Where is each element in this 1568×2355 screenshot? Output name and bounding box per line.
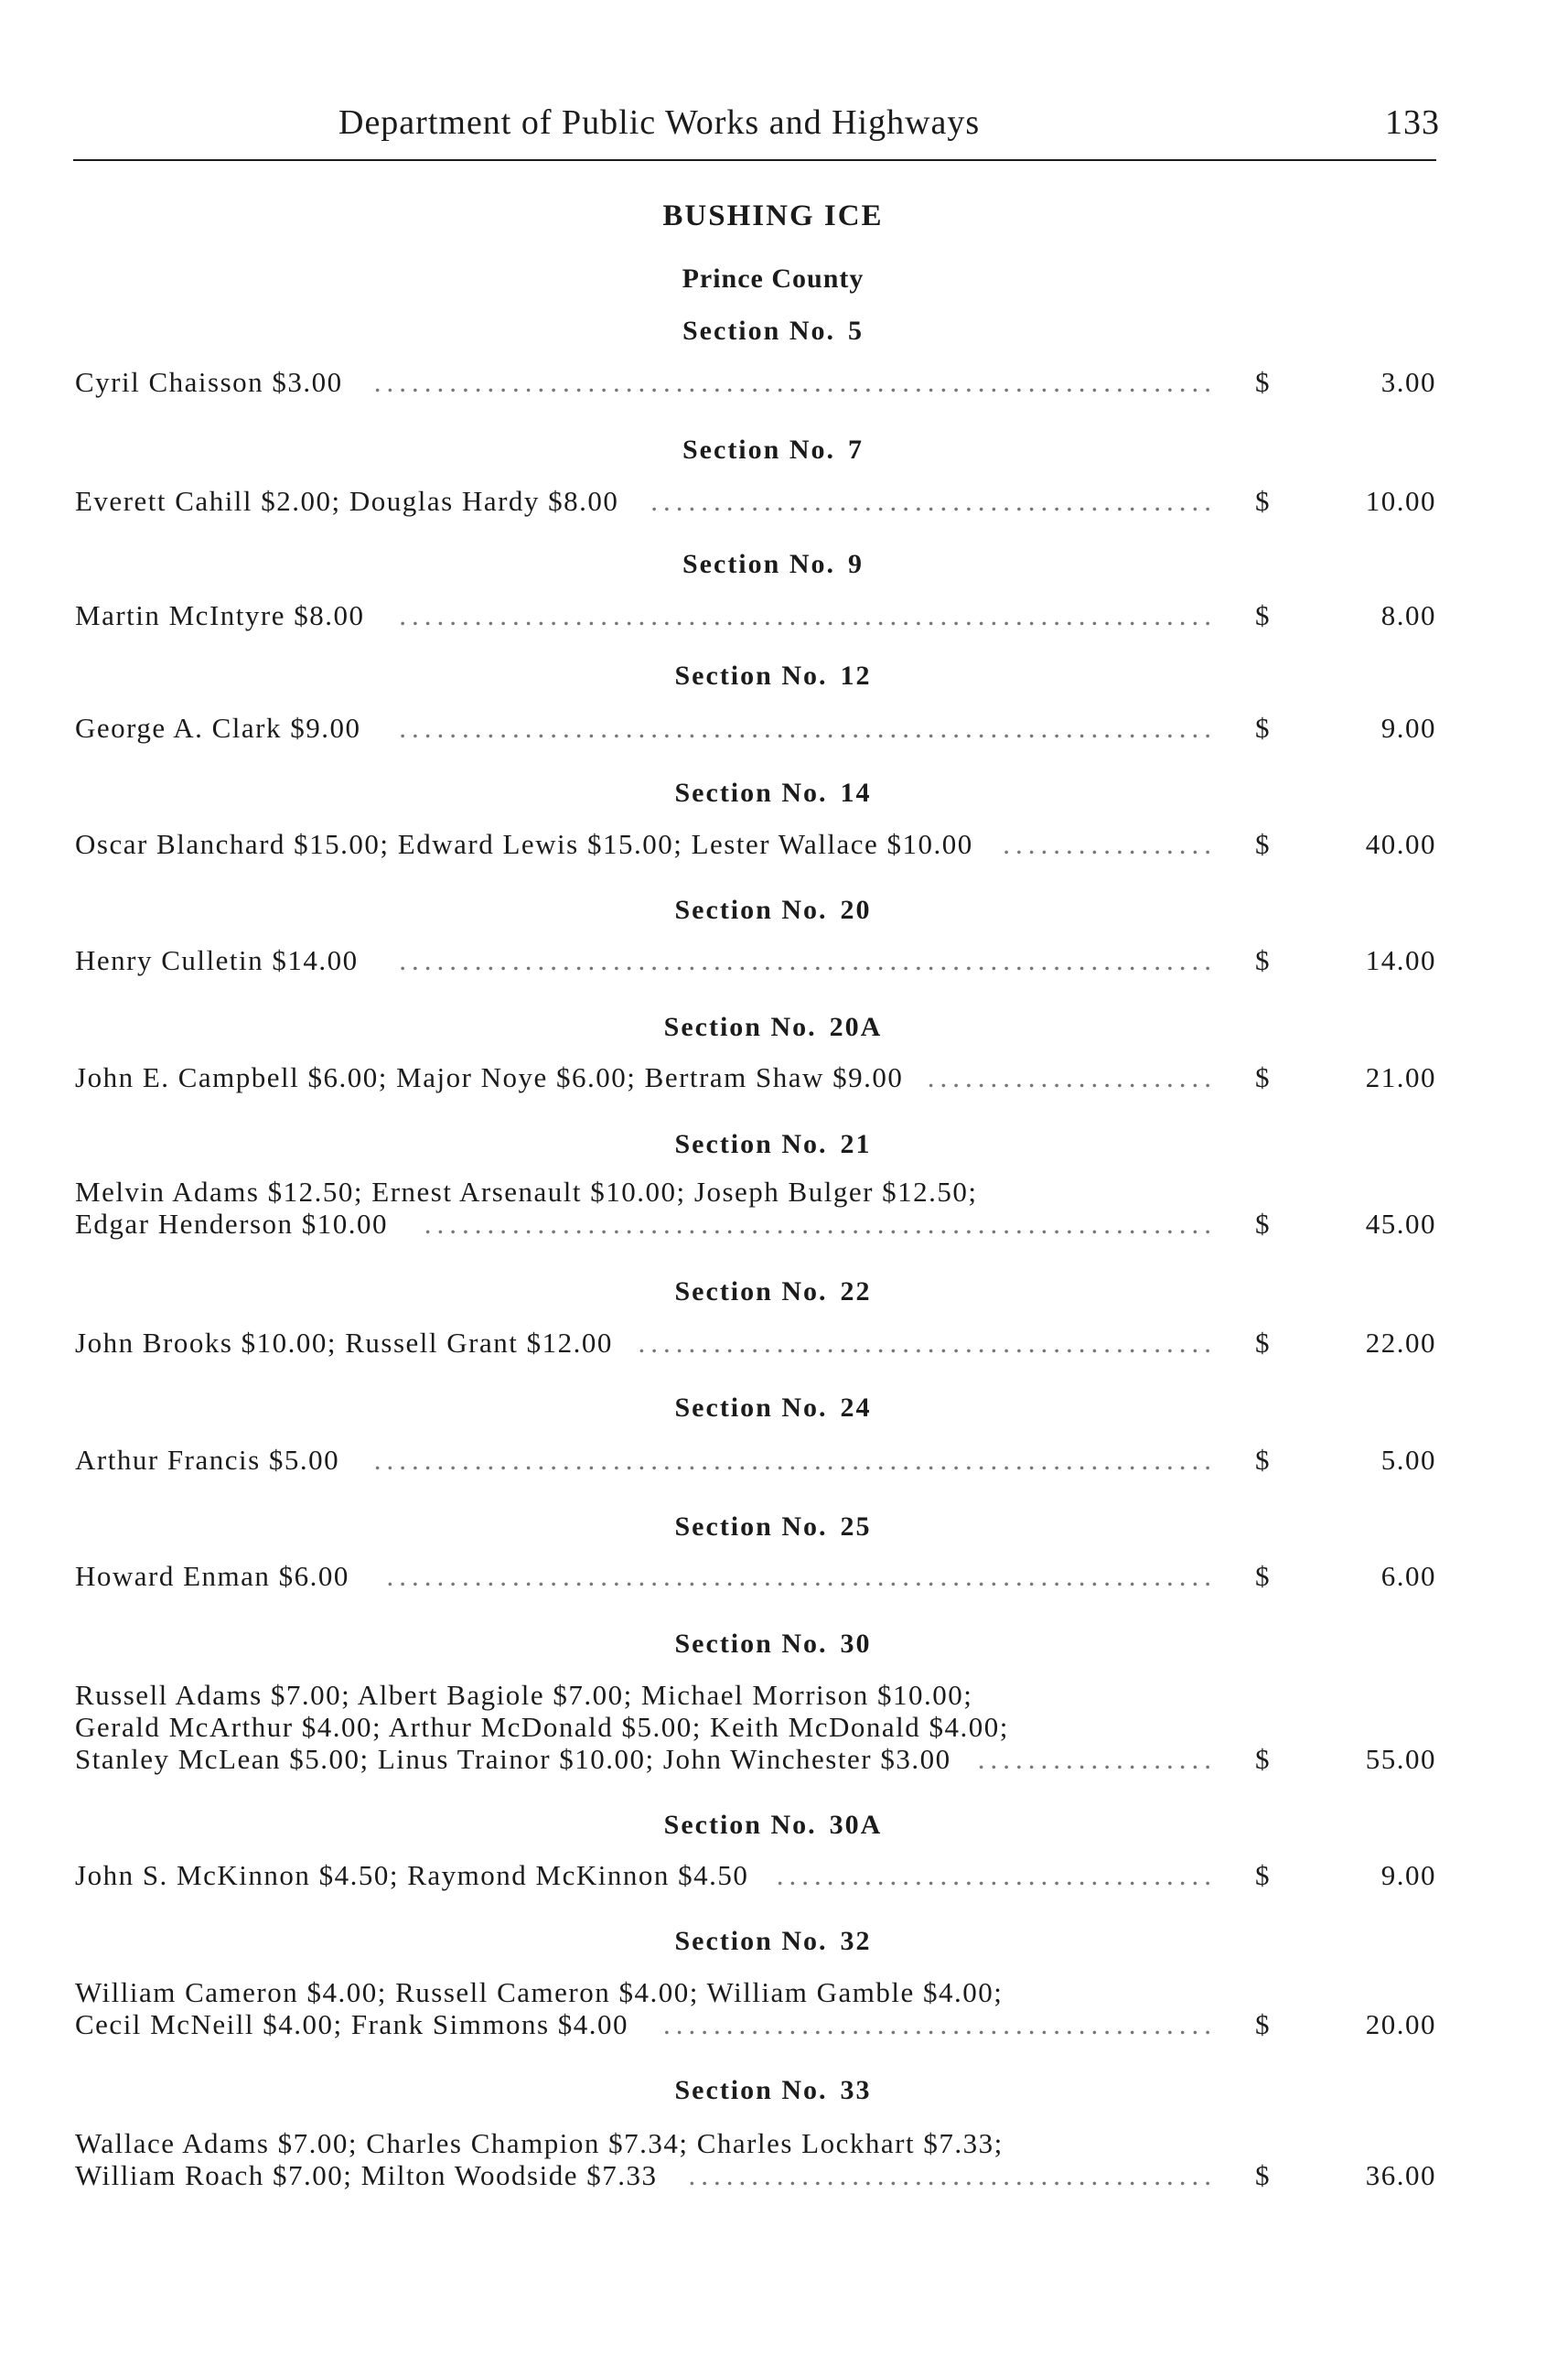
section-number: 30A (829, 1810, 883, 1840)
section-number: 22 (840, 1276, 872, 1307)
leader-dots: ................................................................. (399, 944, 1217, 976)
entry-text: Henry Culletin $14.00 (75, 944, 359, 976)
currency-symbol: $ (1255, 1061, 1271, 1093)
currency-symbol: $ (1255, 1444, 1271, 1476)
section-label: Section No. (682, 316, 835, 346)
entry-line (75, 1743, 1436, 1780)
section-number: 5 (848, 316, 864, 346)
currency-symbol: $ (1255, 599, 1271, 631)
entry-text: Gerald McArthur $4.00; Arthur McDonald $5.00; Keith McDonald $4.00; (75, 1711, 1009, 1743)
section-label: Section No. (674, 1511, 828, 1542)
leader-dots: ................................................................. (399, 599, 1217, 631)
section-label: Section No. (674, 1629, 828, 1659)
section-number: 25 (840, 1511, 872, 1542)
leader-dots: ............................................................... (424, 1208, 1217, 1240)
section-label: Section No. (663, 1012, 817, 1042)
entry-text: Cecil McNeill $4.00; Frank Simmons $4.00 (75, 2008, 629, 2040)
section-heading (0, 1511, 1546, 1543)
section-heading (0, 778, 1546, 809)
entry-text: Arthur Francis $5.00 (75, 1444, 340, 1476)
entry-line (75, 1859, 1436, 1896)
section-label: Section No. (674, 661, 828, 691)
section-total: 22.00 (1365, 1327, 1436, 1359)
entry-text: John Brooks $10.00; Russell Grant $12.00 (75, 1327, 613, 1359)
currency-symbol: $ (1255, 1327, 1271, 1359)
entry-text: George A. Clark $9.00 (75, 712, 361, 744)
entry-text: Edgar Henderson $10.00 (75, 1208, 389, 1240)
entry-line (75, 1976, 1436, 2013)
header-rule (73, 159, 1436, 161)
section-total: 9.00 (1380, 1859, 1436, 1891)
section-number: 21 (840, 1129, 872, 1159)
section-heading (0, 435, 1546, 466)
currency-symbol: $ (1255, 1859, 1271, 1891)
section-total: 8.00 (1380, 599, 1436, 631)
entry-line (75, 1208, 1436, 1244)
section-label: Section No. (674, 1926, 828, 1956)
leader-dots: ................................... (776, 1859, 1217, 1891)
section-number: 32 (840, 1926, 872, 1956)
leader-dots: ............................................. (650, 485, 1217, 517)
entry-text: John S. McKinnon $4.50; Raymond McKinnon $4.50 (75, 1859, 749, 1891)
section-total: 6.00 (1380, 1560, 1436, 1592)
entry-text: William Cameron $4.00; Russell Cameron $4.00; William Gamble $4.00; (75, 1976, 1004, 2008)
entry-text: John E. Campbell $6.00; Major Noye $6.00; Bertram Shaw $9.00 (75, 1061, 904, 1093)
leader-dots: .......................................... (688, 2159, 1217, 2191)
entry-text: Stanley McLean $5.00; Linus Trainor $10.00; John Winchester $3.00 (75, 1743, 951, 1775)
section-heading (0, 1629, 1546, 1660)
entry-line (75, 1061, 1436, 1098)
currency-symbol: $ (1255, 1743, 1271, 1775)
entry-line (75, 366, 1436, 403)
county-heading: Prince County (682, 263, 865, 294)
entry-text: Wallace Adams $7.00; Charles Champion $7.34; Charles Lockhart $7.33; (75, 2127, 1004, 2159)
leader-dots: ................. (1003, 828, 1217, 860)
leader-dots: .................................................................. (386, 1560, 1217, 1592)
currency-symbol: $ (1255, 828, 1271, 860)
entry-line (75, 828, 1436, 865)
entry-line (75, 1176, 1436, 1212)
currency-symbol: $ (1255, 1208, 1271, 1240)
entry-line (75, 944, 1436, 981)
section-label: Section No. (674, 1129, 828, 1159)
currency-symbol: $ (1255, 944, 1271, 976)
section-label: Section No. (674, 1393, 828, 1423)
currency-symbol: $ (1255, 366, 1271, 398)
currency-symbol: $ (1255, 1560, 1271, 1592)
section-number: 30 (840, 1629, 872, 1659)
section-heading (0, 316, 1546, 347)
section-heading (0, 2075, 1546, 2106)
entry-text: William Roach $7.00; Milton Woodside $7.33 (75, 2159, 658, 2191)
section-total: 14.00 (1365, 944, 1436, 976)
entry-line (75, 712, 1436, 748)
section-number: 33 (840, 2075, 872, 2105)
entry-text: Howard Enman $6.00 (75, 1560, 349, 1592)
section-total: 5.00 (1380, 1444, 1436, 1476)
section-label: Section No. (674, 2075, 828, 2105)
leader-dots: ................................................................... (373, 1444, 1217, 1476)
section-number: 20 (840, 895, 872, 925)
section-heading (0, 1393, 1546, 1424)
section-heading (0, 1276, 1546, 1307)
section-heading (0, 1926, 1546, 1957)
section-label: Section No. (674, 778, 828, 808)
entry-text: Oscar Blanchard $15.00; Edward Lewis $15.00; Lester Wallace $10.00 (75, 828, 973, 860)
entry-line (75, 1560, 1436, 1597)
section-label: Section No. (682, 435, 835, 465)
section-label: Section No. (663, 1810, 817, 1840)
currency-symbol: $ (1255, 485, 1271, 517)
section-heading (0, 895, 1546, 926)
entry-line (75, 2008, 1436, 2045)
section-label: Section No. (682, 549, 835, 579)
entry-text: Cyril Chaisson $3.00 (75, 366, 343, 398)
entry-line (75, 2159, 1436, 2196)
section-heading (0, 1810, 1546, 1841)
leader-dots: .............................................. (638, 1327, 1217, 1359)
section-number: 20A (829, 1012, 883, 1042)
section-heading (0, 1129, 1546, 1160)
entry-text: Martin McIntyre $8.00 (75, 599, 365, 631)
entry-text: Russell Adams $7.00; Albert Bagiole $7.00; Michael Morrison $10.00; (75, 1679, 973, 1711)
leader-dots: ............................................ (663, 2008, 1217, 2040)
section-total: 36.00 (1365, 2159, 1436, 2191)
leader-dots: ................................................................. (399, 712, 1217, 744)
page-number: 133 (1385, 103, 1440, 142)
entry-line (75, 1679, 1436, 1715)
currency-symbol: $ (1255, 2159, 1271, 2191)
section-number: 7 (848, 435, 864, 465)
leader-dots: ................................................................... (373, 366, 1217, 398)
section-total: 20.00 (1365, 2008, 1436, 2040)
section-heading (0, 661, 1546, 692)
section-number: 14 (840, 778, 872, 808)
section-number: 12 (840, 661, 872, 691)
currency-symbol: $ (1255, 2008, 1271, 2040)
section-total: 9.00 (1380, 712, 1436, 744)
section-total: 21.00 (1365, 1061, 1436, 1093)
entry-line (75, 1444, 1436, 1480)
entry-text: Melvin Adams $12.50; Ernest Arsenault $10.00; Joseph Bulger $12.50; (75, 1176, 978, 1208)
entry-line (75, 2127, 1436, 2164)
leader-dots: ....................... (927, 1061, 1217, 1093)
section-total: 10.00 (1365, 485, 1436, 517)
section-total: 40.00 (1365, 828, 1436, 860)
main-title: BUSHING ICE (662, 199, 884, 232)
running-header (73, 102, 1440, 154)
entry-line (75, 485, 1436, 522)
header-title: Department of Public Works and Highways (338, 103, 981, 142)
section-number: 24 (840, 1393, 872, 1423)
section-total: 3.00 (1380, 366, 1436, 398)
entry-text: Everett Cahill $2.00; Douglas Hardy $8.00 (75, 485, 619, 517)
section-label: Section No. (674, 895, 828, 925)
section-heading (0, 549, 1546, 580)
section-heading (0, 1012, 1546, 1043)
section-label: Section No. (674, 1276, 828, 1307)
leader-dots: ................... (977, 1743, 1217, 1775)
section-total: 55.00 (1365, 1743, 1436, 1775)
entry-line (75, 1711, 1436, 1747)
entry-line (75, 599, 1436, 636)
currency-symbol: $ (1255, 712, 1271, 744)
section-number: 9 (848, 549, 864, 579)
section-total: 45.00 (1365, 1208, 1436, 1240)
entry-line (75, 1327, 1436, 1363)
